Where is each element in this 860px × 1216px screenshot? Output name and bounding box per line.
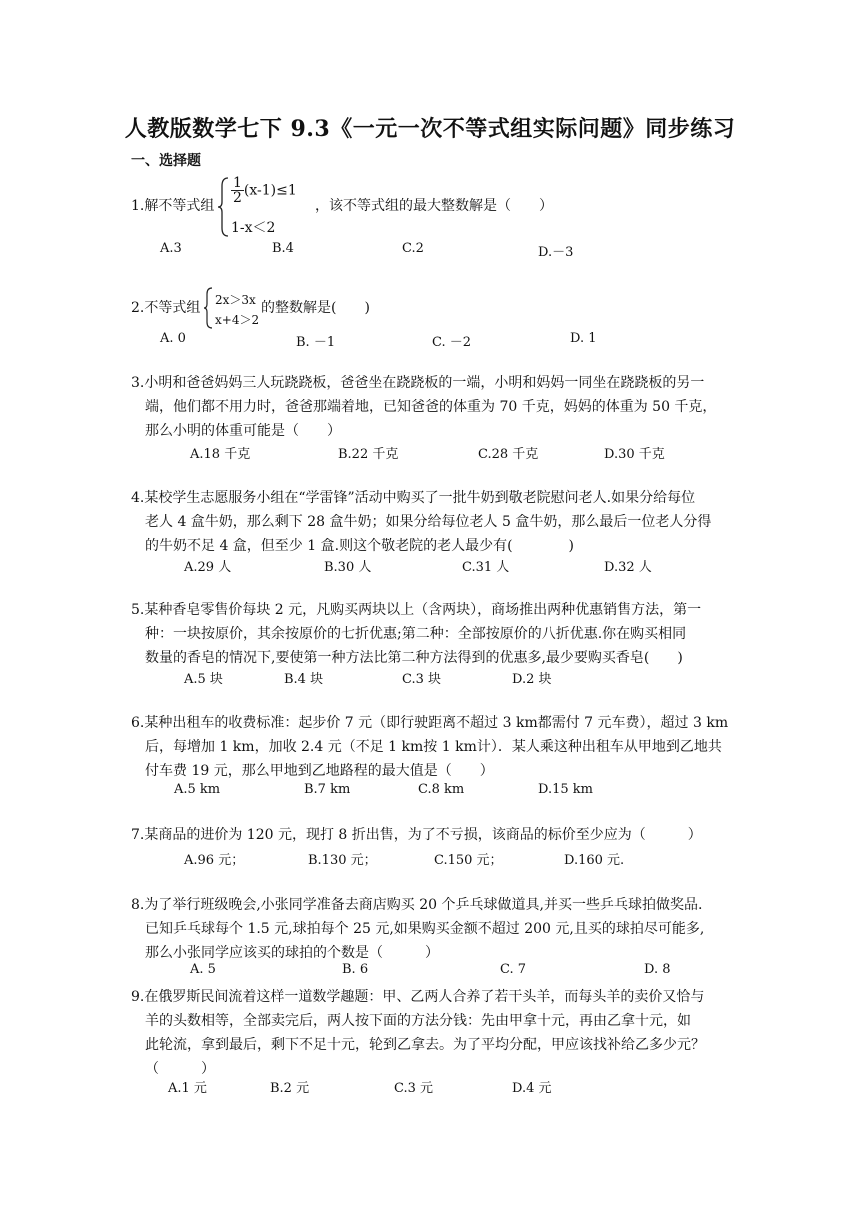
q2-inequality-2: x+4＞2 xyxy=(215,313,260,327)
q9-option-c[interactable]: C.3 元 xyxy=(394,1081,434,1096)
q2-option-a[interactable]: A. 0 xyxy=(160,331,186,346)
q1-options xyxy=(160,241,760,261)
q6-option-c[interactable]: C.8 km xyxy=(418,782,465,797)
q4-option-c[interactable]: C.31 人 xyxy=(462,560,510,575)
q1-fraction xyxy=(231,176,244,205)
q4-line-3: 的牛奶不足 4 盒，但至少 1 盒.则这个敬老院的老人最少有( ) xyxy=(145,538,574,554)
q5-option-b[interactable]: B.4 块 xyxy=(284,672,324,687)
left-brace-icon xyxy=(203,286,215,330)
q6-line-1: 6.某种出租车的收费标准：起步价 7 元（即行驶距离不超过 3 km都需付 7 元车费），超过 3 km xyxy=(131,715,729,731)
q8-options xyxy=(190,962,750,982)
q1-option-a[interactable]: A.3 xyxy=(160,241,182,256)
q4-line-2: 老人 4 盒牛奶，那么剩下 28 盒牛奶；如果分给每位老人 5 盒牛奶，那么最后一位老人分得 xyxy=(145,514,712,530)
q1-fraction-denominator: 2 xyxy=(233,190,242,206)
q2-suffix: 的整数解是( ) xyxy=(261,300,370,316)
q3-line-2: 端，他们都不用力时，爸爸那端着地，已知爸爸的体重为 70 千克，妈妈的体重为 50 千克， xyxy=(145,399,717,415)
q8-line-1: 8.为了举行班级晚会,小张同学准备去商店购买 20 个乒乓球做道具,并买一些乒乓球拍做奖品. xyxy=(131,897,703,913)
q8-option-b[interactable]: B. 6 xyxy=(342,962,369,977)
q3-option-b[interactable]: B.22 千克 xyxy=(338,447,399,462)
question-2 xyxy=(131,286,761,330)
q9-line-1: 9.在俄罗斯民间流着这样一道数学趣题：甲、乙两人合养了若干头羊，而每头羊的卖价又恰与 xyxy=(131,989,705,1005)
q3-line-1: 3.小明和爸爸妈妈三人玩跷跷板，爸爸坐在跷跷板的一端，小明和妈妈一同坐在跷跷板的另一 xyxy=(131,375,705,391)
q1-inequality-1 xyxy=(231,176,297,205)
q5-line-1: 5.某种香皂零售价每块 2 元，凡购买两块以上（含两块），商场推出两种优惠销售方法，第一 xyxy=(131,602,702,618)
q1-inequality-1-rest: (x-1)≤1 xyxy=(243,182,297,199)
q2-inequality-1: 2x＞3x xyxy=(215,293,256,307)
q9-line-2: 羊的头数相等，全部卖完后，两人按下面的方法分钱：先由甲拿十元，再由乙拿十元，如 xyxy=(145,1013,691,1029)
question-5 xyxy=(131,598,761,670)
q6-options xyxy=(174,782,734,802)
q9-options xyxy=(168,1077,728,1097)
q6-option-d[interactable]: D.15 km xyxy=(538,782,593,797)
q4-options xyxy=(184,556,744,576)
question-7 xyxy=(131,823,761,847)
q1-option-d[interactable]: D.－3 xyxy=(538,245,574,260)
q7-options xyxy=(184,849,744,869)
q5-line-3: 数量的香皂的情况下,要使第一种方法比第二种方法得到的优惠多,最少要购买香皂( ) xyxy=(145,650,683,666)
q5-line-2: 种：一块按原价，其余按原价的七折优惠;第二种：全部按原价的八折优惠.你在购买相同 xyxy=(145,626,687,642)
q6-line-2: 后，每增加 1 km，加收 2.4 元（不足 1 km按 1 km计）．某人乘这种出租车从甲地到乙地共 xyxy=(145,739,722,755)
q3-option-c[interactable]: C.28 千克 xyxy=(478,447,539,462)
q1-option-b[interactable]: B.4 xyxy=(272,241,294,256)
q4-option-a[interactable]: A.29 人 xyxy=(184,560,232,575)
q1-inequality-2: 1-x＜2 xyxy=(231,220,276,236)
q1-fraction-numerator: 1 xyxy=(233,175,242,191)
q2-options xyxy=(160,331,760,351)
question-8 xyxy=(131,893,761,965)
q8-line-2: 已知乒乓球每个 1.5 元,球拍每个 25 元,如果购买金额不超过 200 元,且买的球拍尽可能多, xyxy=(145,921,705,937)
q2-option-c[interactable]: C. －2 xyxy=(432,335,472,350)
q4-option-b[interactable]: B.30 人 xyxy=(324,560,372,575)
q5-option-c[interactable]: C.3 块 xyxy=(402,672,442,687)
q7-option-b[interactable]: B.130 元； xyxy=(308,853,377,868)
q7-option-a[interactable]: A.96 元； xyxy=(184,853,245,868)
question-6 xyxy=(131,711,761,783)
q9-option-b[interactable]: B.2 元 xyxy=(270,1081,310,1096)
q2-option-b[interactable]: B. －1 xyxy=(296,335,336,350)
left-brace-icon xyxy=(217,176,231,238)
q1-prefix: 1.解不等式组 xyxy=(131,198,215,214)
document-title: 人教版数学七下 9.3《一元一次不等式组实际问题》同步练习 xyxy=(124,116,736,142)
q5-option-a[interactable]: A.5 块 xyxy=(184,672,223,687)
q3-option-a[interactable]: A.18 千克 xyxy=(190,447,251,462)
q8-option-d[interactable]: D. 8 xyxy=(644,962,671,977)
q1-inequality-system xyxy=(217,176,317,238)
q7-option-d[interactable]: D.160 元. xyxy=(564,853,625,868)
q2-prefix: 2.不等式组 xyxy=(131,300,201,316)
q4-line-1: 4.某校学生志愿服务小组在“学雷锋”活动中购买了一批牛奶到敬老院慰问老人.如果分给每位 xyxy=(131,490,696,506)
q5-option-d[interactable]: D.2 块 xyxy=(512,672,552,687)
q8-option-a[interactable]: A. 5 xyxy=(190,962,216,977)
q1-suffix: ，该不等式组的最大整数解是（ ） xyxy=(315,198,553,214)
q2-option-d[interactable]: D. 1 xyxy=(570,331,597,346)
q6-line-3: 付车费 19 元，那么甲地到乙地路程的最大值是（ ） xyxy=(145,763,494,779)
q8-option-c[interactable]: C. 7 xyxy=(500,962,527,977)
q1-option-c[interactable]: C.2 xyxy=(402,241,424,256)
question-3 xyxy=(131,371,761,443)
q7-line-1: 7.某商品的进价为 120 元，现打 8 折出售，为了不亏损，该商品的标价至少应为（ ） xyxy=(131,827,702,843)
q5-options xyxy=(184,668,744,688)
q3-option-d[interactable]: D.30 千克 xyxy=(604,447,665,462)
q9-line-3: 此轮流，拿到最后，剩下不足十元，轮到乙拿去。为了平均分配，甲应该找补给乙多少元？ xyxy=(145,1037,705,1053)
question-1 xyxy=(131,176,761,238)
q8-line-3: 那么小张同学应该买的球拍的个数是（ ） xyxy=(145,945,439,961)
q9-option-d[interactable]: D.4 元 xyxy=(512,1081,552,1096)
q9-option-a[interactable]: A.1 元 xyxy=(168,1081,207,1096)
q6-option-a[interactable]: A.5 km xyxy=(174,782,221,797)
q7-option-c[interactable]: C.150 元； xyxy=(434,853,503,868)
q3-options xyxy=(190,443,750,463)
q9-line-4: （ ） xyxy=(145,1061,215,1077)
q4-option-d[interactable]: D.32 人 xyxy=(604,560,652,575)
question-9 xyxy=(131,985,761,1081)
question-4 xyxy=(131,486,761,558)
q3-line-3: 那么小明的体重可能是（ ） xyxy=(145,423,341,439)
section-heading: 一、选择题 xyxy=(131,153,201,169)
q6-option-b[interactable]: B.7 km xyxy=(304,782,351,797)
